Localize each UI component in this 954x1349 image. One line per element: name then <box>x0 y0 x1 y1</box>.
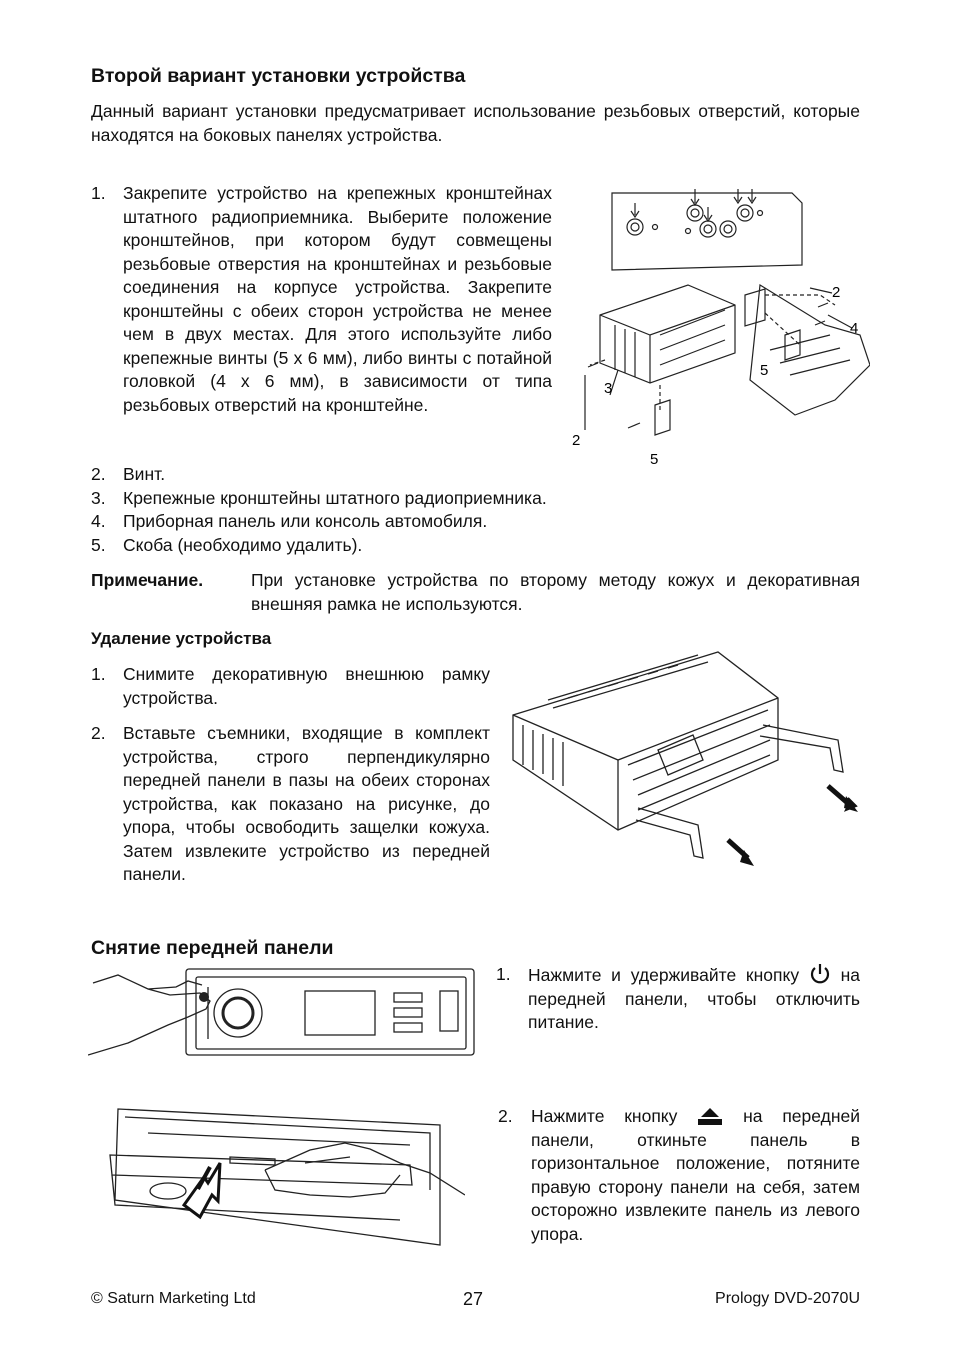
panel-removal-diagram <box>100 1105 465 1250</box>
diagram-label-5a: 5 <box>760 362 769 379</box>
eject-icon <box>697 1106 723 1126</box>
install-steps-list <box>91 182 552 417</box>
list-item: 4. Приборная панель или консоль автомобиля. <box>91 511 488 531</box>
note-text: При установке устройства по второму методу кожух и декоративная внешняя рамка не используются. <box>251 570 860 614</box>
diagram-label-2a: 2 <box>832 284 841 301</box>
step-text-before: Нажмите и удерживайте кнопку <box>528 965 800 985</box>
diagram-label-3: 3 <box>604 380 613 397</box>
step-text-after: на передней панели, чтобы отключить питание. <box>528 965 860 1032</box>
power-icon <box>809 963 831 985</box>
panel-step-1 <box>496 963 860 1035</box>
section-title-panel: Снятие передней панели <box>91 937 334 959</box>
list-item: 2. Вставьте съемники, входящие в комплект устройства, строго перпендикулярно передней панели в пазы на обеих сторонах устройства, как показано на рисунке, до упора, чтобы освободить защелки кожуха. Затем извлеките устройство из передней панели. <box>91 723 490 884</box>
list-item: 1. Снимите декоративную внешнюю рамку устройства. <box>91 664 490 708</box>
section-title-removal: Удаление устройства <box>91 629 272 648</box>
diagram-label-5b: 5 <box>650 451 659 465</box>
note-label: Примечание. <box>91 570 204 590</box>
diagram-label-4: 4 <box>850 320 859 337</box>
footer-copyright: © Saturn Marketing Ltd <box>91 1290 256 1307</box>
step-text-before: Нажмите кнопку <box>531 1106 678 1126</box>
section-title-install: Второй вариант установки устройства <box>91 65 466 87</box>
panel-step-2 <box>498 1105 860 1246</box>
list-item: 3. Крепежные кронштейны штатного радиоприемника. <box>91 487 547 508</box>
power-off-diagram <box>88 965 480 1063</box>
step-number: 2. <box>498 1106 513 1126</box>
removal-steps-list <box>91 663 490 887</box>
list-item: 2. Винт. <box>91 464 166 484</box>
footer-model: Prology DVD-2070U <box>715 1290 860 1307</box>
install-parts-list <box>91 463 791 557</box>
diagram-label-2b: 2 <box>572 432 581 449</box>
removal-diagram <box>508 640 863 875</box>
list-item: 1. Закрепите устройство на крепежных кронштейнах штатного радиоприемника. Выберите положение кронштейнов, при котором будут совмещены резьбовые отверстия на кронштейнах и резьбовые соединения на корпусе устройства. Закрепите кронштейны с обеих сторон устройства не менее чем в двух местах. Для этого используйте либо крепежные винты (5 х 6 мм), либо винты с потайной головкой (4 х 6 мм), в зависимости от типа резьбовых отверстий на кронштейне. <box>91 183 552 415</box>
intro-paragraph: Данный вариант установки предусматривает использование резьбовых отверстий, которые находятся на боковых панелях устройства. <box>91 101 860 145</box>
install-diagram <box>570 185 870 465</box>
step-number: 1. <box>496 964 511 984</box>
list-item: 5. Скоба (необходимо удалить). <box>91 534 363 555</box>
step-text-after: на передней панели, откиньте панель в горизонтальное положение, потяните правую сторону панели на себя, затем осторожно извлеките панель из левого упора. <box>531 1106 860 1244</box>
footer-page-number: 27 <box>463 1289 484 1309</box>
